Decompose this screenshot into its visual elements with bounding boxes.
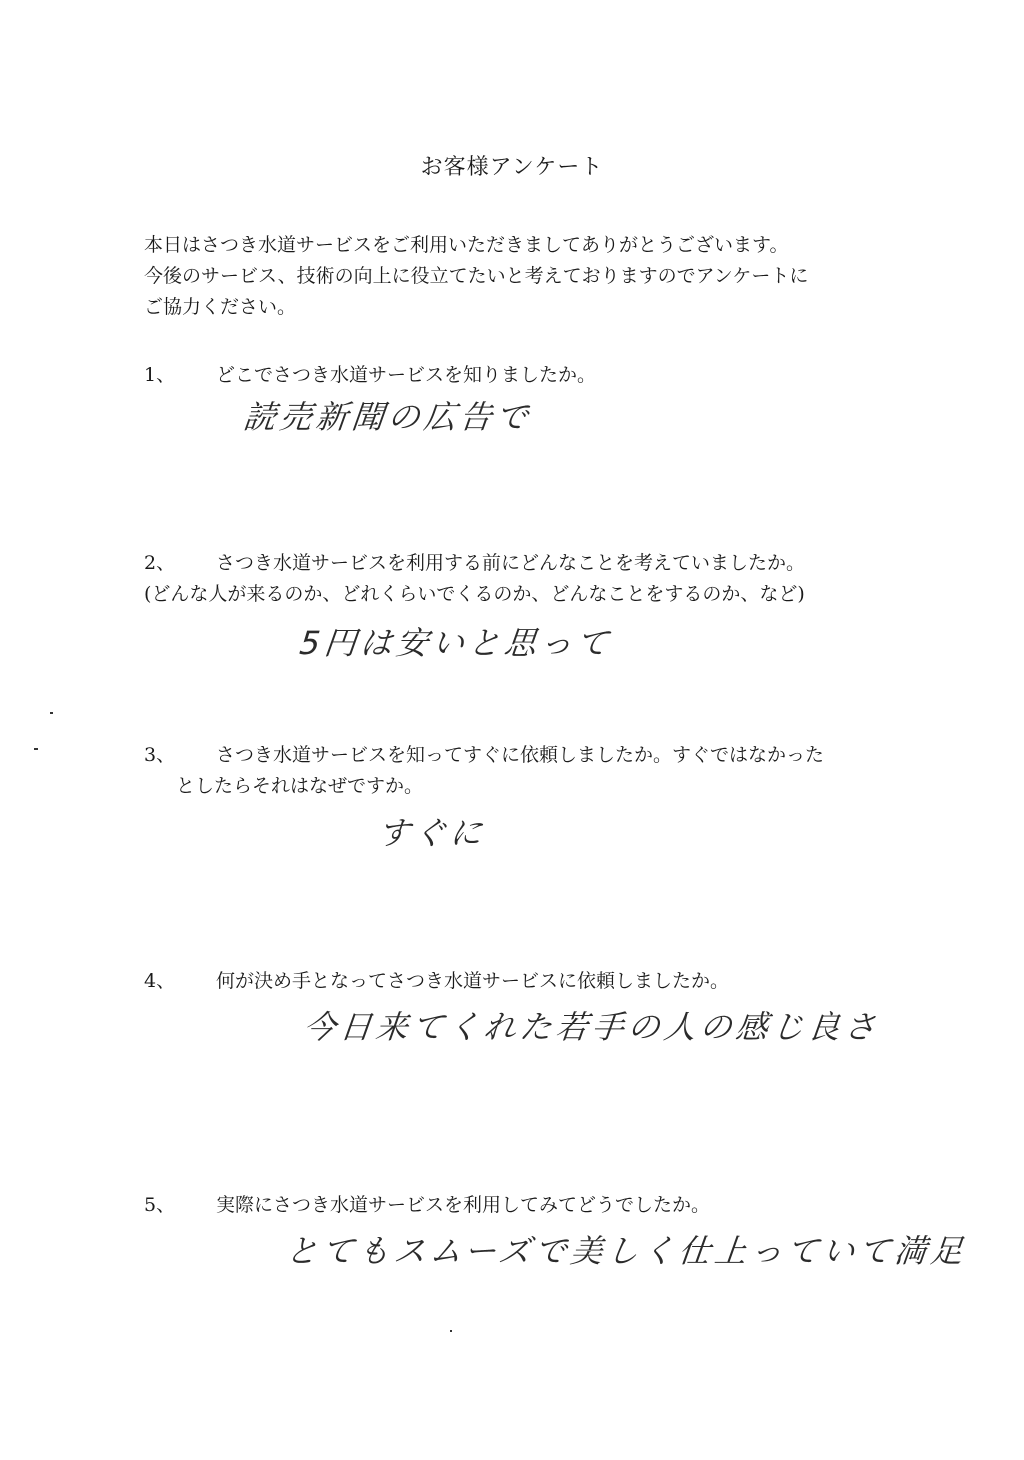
question-5	[144, 1190, 924, 1221]
answer-1: 読売新聞の広告で	[241, 398, 534, 436]
question-number: 4、	[144, 970, 176, 992]
question-text: さつき水道サービスを知ってすぐに依頼しましたか。すぐではなかった	[216, 744, 825, 766]
answer-3: すぐに	[375, 814, 488, 852]
intro-paragraph	[144, 230, 904, 323]
question-number: 5、	[144, 1194, 176, 1216]
question-number: 3、	[144, 744, 176, 766]
question-number: 1、	[144, 364, 176, 386]
scan-speck	[34, 748, 38, 750]
answer-4: 今日来てくれた若手の人の感じ良さ	[301, 1008, 882, 1046]
scan-speck	[50, 712, 53, 714]
question-4	[144, 966, 924, 997]
question-text-continued: としたらそれはなぜですか。	[176, 775, 424, 797]
question-1	[144, 360, 924, 391]
question-text: 実際にさつき水道サービスを利用してみてどうでしたか。	[216, 1194, 711, 1216]
question-number: 2、	[144, 552, 176, 574]
question-text: どこでさつき水道サービスを知りましたか。	[216, 364, 597, 386]
intro-line: 今後のサービス、技術の向上に役立てたいと考えておりますのでアンケートに	[144, 265, 809, 287]
answer-5: とてもスムーズで美しく仕上っていて満足	[283, 1232, 969, 1270]
answer-2: 5円は安いと思って	[297, 624, 615, 662]
question-note: (どんな人が来るのか、どれくらいでくるのか、どんなことをするのか、など)	[144, 583, 805, 605]
scan-speck	[450, 1330, 452, 1332]
intro-line: 本日はさつき水道サービスをご利用いただきましてありがとうございます。	[144, 234, 789, 256]
question-2	[144, 548, 924, 610]
question-text: 何が決め手となってさつき水道サービスに依頼しましたか。	[216, 970, 730, 992]
question-text: さつき水道サービスを利用する前にどんなことを考えていましたか。	[216, 552, 806, 574]
intro-line: ご協力ください。	[144, 296, 297, 318]
page-title: お客様アンケート	[420, 155, 604, 180]
question-3	[144, 740, 924, 802]
